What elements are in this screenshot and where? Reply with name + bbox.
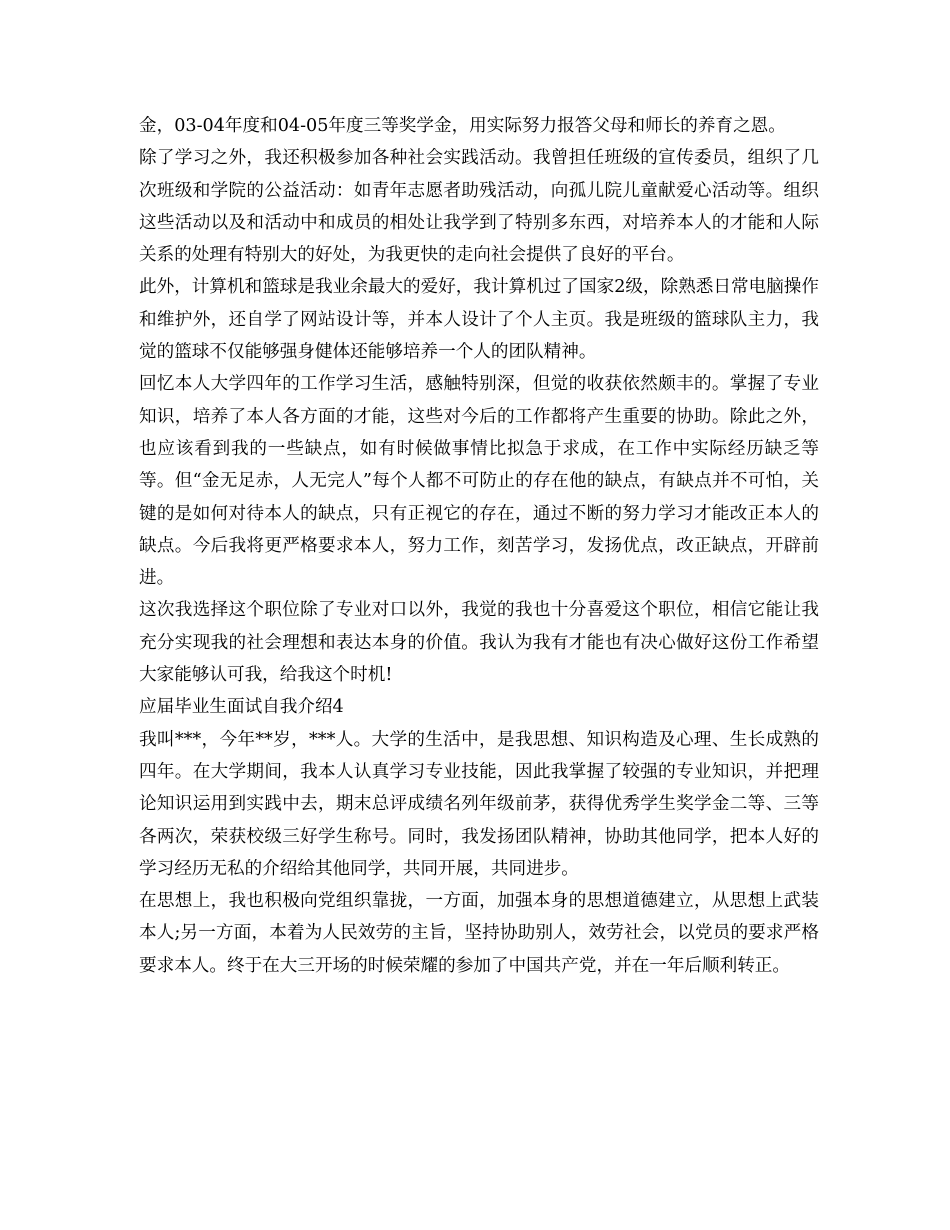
paragraph-scholarship: 金，03-04年度和04-05年度三等奖学金，用实际努力报答父母和师长的养育之恩。 (139, 116, 786, 136)
paragraph-social-practice: 除了学习之外，我还积极参加各种社会实践活动。我曾担任班级的宣传委员，组织了几次班级和学院的公益活动：如青年志愿者助残活动，向孤儿院儿童献爱心活动等。组织这些活动以及和活动中和成员的相处让我学到了特别多东西，对培养本人的才能和人际关系的处理有特别大的好处，为我更快的走向社会提供了良好的平台。 (139, 148, 819, 266)
paragraph-ideology: 在思想上，我也积极向党组织靠拢，一方面，加强本身的思想道德建立，从思想上武装本人;另一方面，本着为人民效劳的主旨，坚持协助别人，效劳社会，以党员的要求严格要求本人。终于在大三开场的时候荣耀的参加了中国共产党，并在一年后顺利转正。 (139, 891, 819, 976)
paragraph-job-choice: 这次我选择这个职位除了专业对口以外，我觉的我也十分喜爱这个职位，相信它能让我充分实现我的社会理想和表达本身的价值。我认为我有才能也有决心做好这份工作希望大家能够认可我，给我这个时机! (139, 600, 819, 686)
document-body (139, 110, 819, 982)
paragraph-hobbies: 此外，计算机和篮球是我业余最大的爱好，我计算机过了国家2级，除熟悉日常电脑操作和维护外，还自学了网站设计等，并本人设计了个人主页。我是班级的篮球队主力，我觉的篮球不仅能够强身健体还能够培养一个人的团队精神。 (139, 277, 819, 363)
paragraph-self-introduction: 我叫***，今年**岁，***人。大学的生活中，是我思想、知识构造及心理、生长成熟的四年。在大学期间，我本人认真学习专业技能，因此我掌握了较强的专业知识，并把理论知识运用到实践中去，期末总评成绩名列年级前茅，获得优秀学生奖学金二等、三等各两次，荣获校级三好学生称号。同时，我发扬团队精神，协助其他同学，把本人好的学习经历无私的介绍给其他同学，共同开展，共同进步。 (139, 729, 819, 879)
paragraph-reflection: 回忆本人大学四年的工作学习生活，感触特别深，但觉的收获依然颇丰的。掌握了专业知识，培养了本人各方面的才能，这些对今后的工作都将产生重要的协助。除此之外，也应该看到我的一些缺点，如有时候做事情比拟急于求成，在工作中实际经历缺乏等等。但“金无足赤，人无完人”每个人都不可防止的存在他的缺点，有缺点并不可怕，关键的是如何对待本人的缺点，只有正视它的存在，通过不断的努力学习才能改正本人的缺点。今后我将更严格要求本人，努力工作，刻苦学习，发扬优点，改正缺点，开辟前进。 (139, 374, 819, 589)
section-heading: 应届毕业生面试自我介绍4 (139, 697, 344, 718)
